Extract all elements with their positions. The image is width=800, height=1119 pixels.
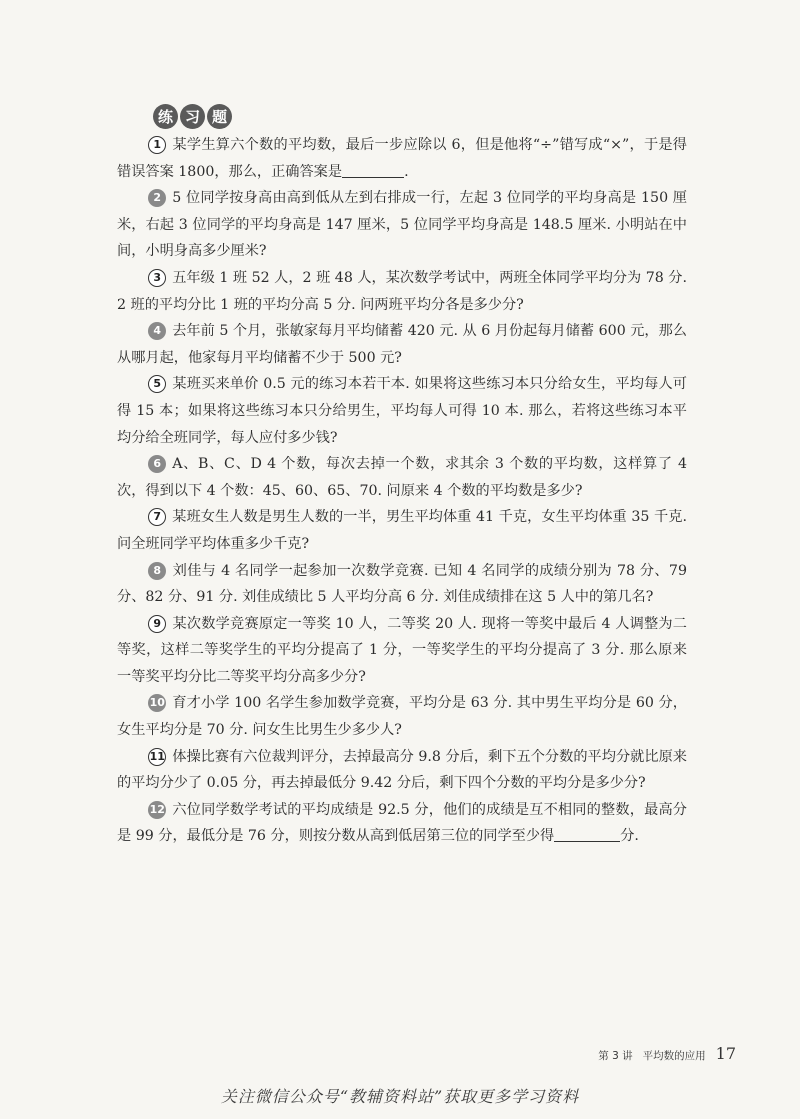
problem-text: 某学生算六个数的平均数，最后一步应除以 6，但是他将“÷”错写成“×”，于是得错误答案 1800，那么，正确答案是	[117, 137, 687, 180]
problem-item	[117, 132, 687, 185]
problem-number-badge: 8	[148, 562, 166, 580]
problem-number-badge: 11	[148, 748, 166, 766]
page-footer	[598, 1044, 736, 1063]
watermark-text: 关注微信公众号“教辅资料站”获取更多学习资料	[220, 1087, 580, 1106]
problem-text: 刘佳与 4 名同学一起参加一次数学竞赛. 已知 4 名同学的成绩分别为 78 分、79 分、82 分、91 分. 刘佳成绩比 5 人平均分高 6 分. 刘佳成绩排在这 5 人中的第几名?	[117, 562, 687, 606]
problem-text: A、B、C、D 4 个数，每次去掉一个数，求其余 3 个数的平均数，这样算了 4 次，得到以下 4 个数：45、60、65、70. 问原来 4 个数的平均数是多少?	[117, 456, 687, 499]
title-char: 练	[153, 104, 178, 129]
footer-chapter: 第 3 讲	[598, 1050, 633, 1062]
problem-number-badge: 12	[148, 801, 166, 819]
problem-item	[117, 558, 687, 611]
problem-text: 体操比赛有六位裁判评分，去掉最高分 9.8 分后，剩下五个分数的平均分就比原来的平均分少了 0.05 分，再去掉最低分 9.42 分后，剩下四个分数的平均分是多少分?	[117, 748, 687, 792]
problem-item	[117, 690, 687, 743]
problem-text: 某次数学竞赛原定一等奖 10 人，二等奖 20 人. 现将一等奖中最后 4 人调整为二等奖，这样二等奖学生的平均分提高了 1 分，一等奖学生的平均分提高了 3 分. 那么原来一等奖平均分比二等奖平均分高多少分?	[117, 615, 687, 685]
problem-text-end: 分.	[620, 828, 639, 845]
answer-blank[interactable]	[342, 162, 404, 178]
problem-list	[117, 132, 687, 850]
problem-item	[117, 504, 687, 557]
problem-item	[117, 451, 687, 504]
page-number: 17	[715, 1044, 736, 1063]
problem-number-badge: 10	[148, 694, 166, 712]
problem-text: 去年前 5 个月，张敏家每月平均储蓄 420 元. 从 6 月份起每月储蓄 600 元，那么从哪月起，他家每月平均储蓄不少于 500 元?	[117, 323, 687, 366]
problem-number-badge: 3	[148, 269, 166, 287]
problem-number-badge: 9	[148, 615, 166, 633]
problem-item	[117, 611, 687, 691]
problem-number-badge: 1	[148, 136, 166, 154]
problem-text-end: .	[404, 163, 409, 180]
problem-number-badge: 5	[148, 375, 166, 393]
problem-item	[117, 371, 687, 451]
title-char: 习	[180, 104, 205, 129]
problem-text: 育才小学 100 名学生参加数学竞赛，平均分是 63 分. 其中男生平均分是 60 分，女生平均分是 70 分. 问女生比男生少多少人?	[117, 695, 687, 739]
section-title	[153, 104, 232, 129]
problem-number-badge: 7	[148, 508, 166, 526]
problem-text: 某班女生人数是男生人数的一半，男生平均体重 41 千克，女生平均体重 35 千克. 问全班同学平均体重多少千克?	[117, 509, 687, 552]
problem-item	[117, 185, 687, 265]
problem-text: 某班买来单价 0.5 元的练习本若干本. 如果将这些练习本只分给女生，平均每人可得 15 本；如果将这些练习本只分给男生，平均每人可得 10 本. 那么，若将这些练习本平均分给全班同学，每人应付多少钱?	[117, 376, 687, 446]
problem-item	[117, 318, 687, 371]
problem-number-badge: 4	[148, 322, 166, 340]
title-char: 题	[207, 104, 232, 129]
problem-text: 5 位同学按身高由高到低从左到右排成一行，左起 3 位同学的平均身高是 150 厘米，右起 3 位同学的平均身高是 147 厘米，5 位同学平均身高是 148.5 厘米. 小明站在中间，小明身高多少厘米?	[117, 190, 687, 260]
problem-text: 五年级 1 班 52 人，2 班 48 人，某次数学考试中，两班全体同学平均分为 78 分. 2 班的平均分比 1 班的平均分高 5 分. 问两班平均分各是多少分?	[117, 269, 687, 313]
problem-number-badge: 2	[148, 189, 166, 207]
problem-item	[117, 797, 687, 850]
problem-text: 六位同学数学考试的平均成绩是 92.5 分，他们的成绩是互不相同的整数，最高分是 99 分，最低分是 76 分，则按分数从高到低居第三位的同学至少得	[117, 801, 687, 845]
footer-topic: 平均数的应用	[642, 1050, 706, 1062]
problem-number-badge: 6	[148, 455, 166, 473]
problem-item	[117, 744, 687, 797]
problem-item	[117, 265, 687, 318]
answer-blank[interactable]	[554, 826, 620, 842]
